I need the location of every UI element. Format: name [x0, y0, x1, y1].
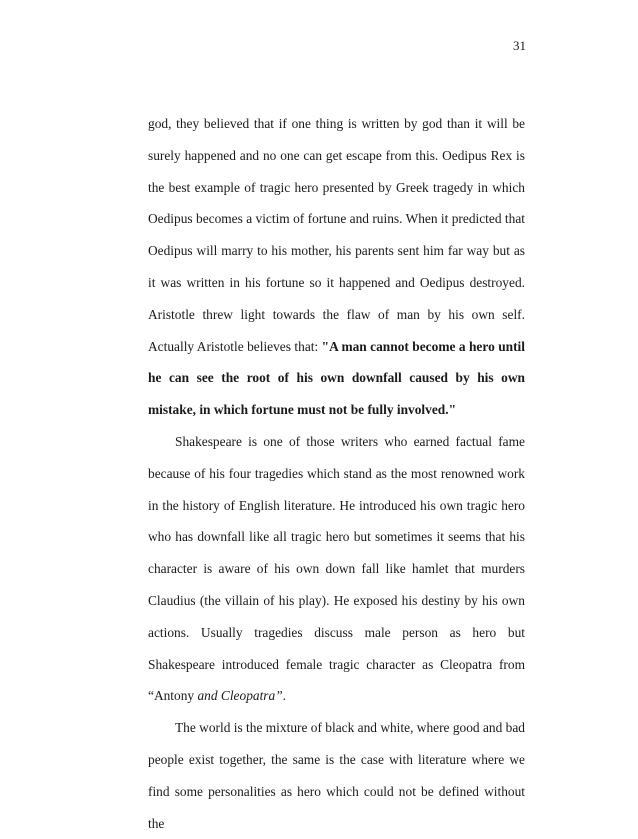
paragraph-2-end: .	[282, 688, 287, 704]
paragraph-3-text: The world is the mixture of black and white, where good and bad people exist together, the same is the case with literature where we find some personalities as hero which could not be defined without the	[148, 720, 525, 831]
body-text	[148, 108, 525, 839]
aristotle-quote: "A man cannot become a hero until he can see the root of his own downfall caused by his own mistake, in which fortune must not be fully involved."	[148, 338, 525, 418]
paragraph-2	[148, 426, 525, 712]
play-title-italic: and Cleopatra”	[197, 688, 283, 704]
paragraph-1	[148, 108, 525, 426]
page-number: 31	[513, 38, 526, 53]
paragraph-3	[148, 712, 525, 839]
paragraph-2-text: Shakespeare is one of those writers who earned factual fame because of his four tragedies which stand as the most renowned work in the history of English literature. He introduced his own tragic hero who has downfall like all tragic hero but sometimes it seems that his character is aware of his own down fall like hamlet that murders Claudius (the villain of his play). He exposed his destiny by his own actions. Usually tragedies discuss male person as hero but Shakespeare introduced female tragic character as Cleopatra from “Antony	[148, 433, 525, 704]
paragraph-1-text: god, they believed that if one thing is written by god than it will be surely happened and no one can get escape from this. Oedipus Rex is the best example of tragic hero presented by Greek tragedy in which Oedipus becomes a victim of fortune and ruins. When it predicted that Oedipus will marry to his mother, his parents sent him far way but as it was written in his fortune so it happened and Oedipus destroyed. Aristotle threw light towards the flaw of man by his own self. Actually Aristotle believes that:	[148, 116, 525, 354]
